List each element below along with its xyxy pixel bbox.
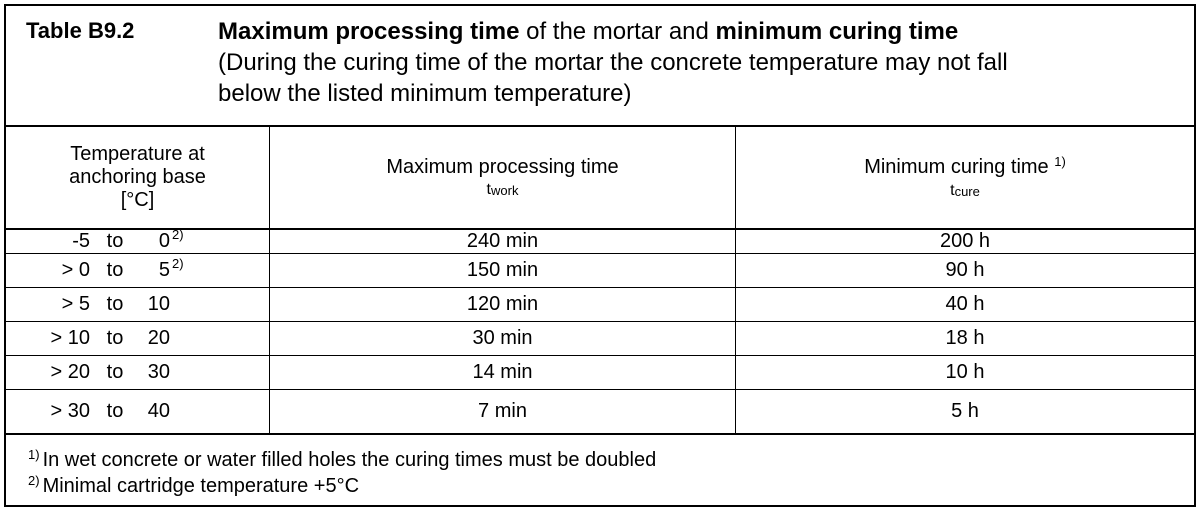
curing-time-value: 40 h xyxy=(945,293,985,315)
table-row xyxy=(6,322,1194,356)
table-frame xyxy=(4,4,1196,507)
processing-time-value: 30 min xyxy=(270,322,736,355)
footnote-2: $^{2)}$ Minimal cartridge temperature +5°C xyxy=(28,473,360,497)
footnotes xyxy=(6,433,1194,507)
table-row xyxy=(6,356,1194,390)
table-header-row xyxy=(6,127,1194,230)
processing-time-value: 120 min xyxy=(270,288,736,321)
processing-time-value: 240 min xyxy=(270,230,736,253)
processing-time-value: 7 min xyxy=(270,390,736,433)
temperature-range: > 20 to 30 xyxy=(6,356,270,389)
caption-text-1: of the mortar and xyxy=(519,18,716,45)
caption-bold-1: Maximum processing time xyxy=(218,18,520,45)
temperature-range: > 30 to 40 xyxy=(6,390,270,433)
temperature-range: > 0 to 5 2) xyxy=(6,254,270,287)
table-label: Table B9.2 xyxy=(26,18,135,43)
table-row xyxy=(6,288,1194,322)
processing-time-value: 14 min xyxy=(270,356,736,389)
table-row xyxy=(6,227,1194,254)
temperature-range: > 10 to 20 xyxy=(6,322,270,355)
temperature-range: -5 to 0 2) xyxy=(6,230,270,253)
table-caption xyxy=(218,16,1178,109)
column-header-curing-time: Minimum curing time $^{1)}$ $t_{cure}$ xyxy=(864,153,1066,199)
curing-time-value: 90 h xyxy=(945,259,985,281)
curing-time-value: 5 h xyxy=(951,400,979,422)
table-header xyxy=(6,6,1194,127)
symbol-t-work: $t_{work}$ xyxy=(486,181,519,198)
caption-bold-2: minimum curing time xyxy=(715,18,959,45)
footnote-ref-1: 1) xyxy=(1054,153,1066,169)
caption-line-3: below the listed minimum temperature) xyxy=(218,80,632,107)
curing-time-value: 200 h xyxy=(939,230,991,252)
column-header-processing-time: Maximum processing time $t_{work}$ xyxy=(270,127,736,228)
symbol-t-cure: $t_{cure}$ xyxy=(950,181,980,199)
table-row xyxy=(6,390,1194,433)
temperature-range: > 5 to 10 xyxy=(6,288,270,321)
curing-time-value: 18 h xyxy=(945,327,985,349)
footnote-1: $^{1)}$ In wet concrete or water filled holes the curing times must be doubled xyxy=(28,447,657,471)
table-row xyxy=(6,254,1194,288)
column-header-temperature: Temperature at anchoring base [°C] xyxy=(6,127,270,228)
caption-line-2: (During the curing time of the mortar the concrete temperature may not fall xyxy=(218,49,1008,76)
curing-time-value: 10 h xyxy=(945,361,985,383)
processing-time-value: 150 min xyxy=(270,254,736,287)
